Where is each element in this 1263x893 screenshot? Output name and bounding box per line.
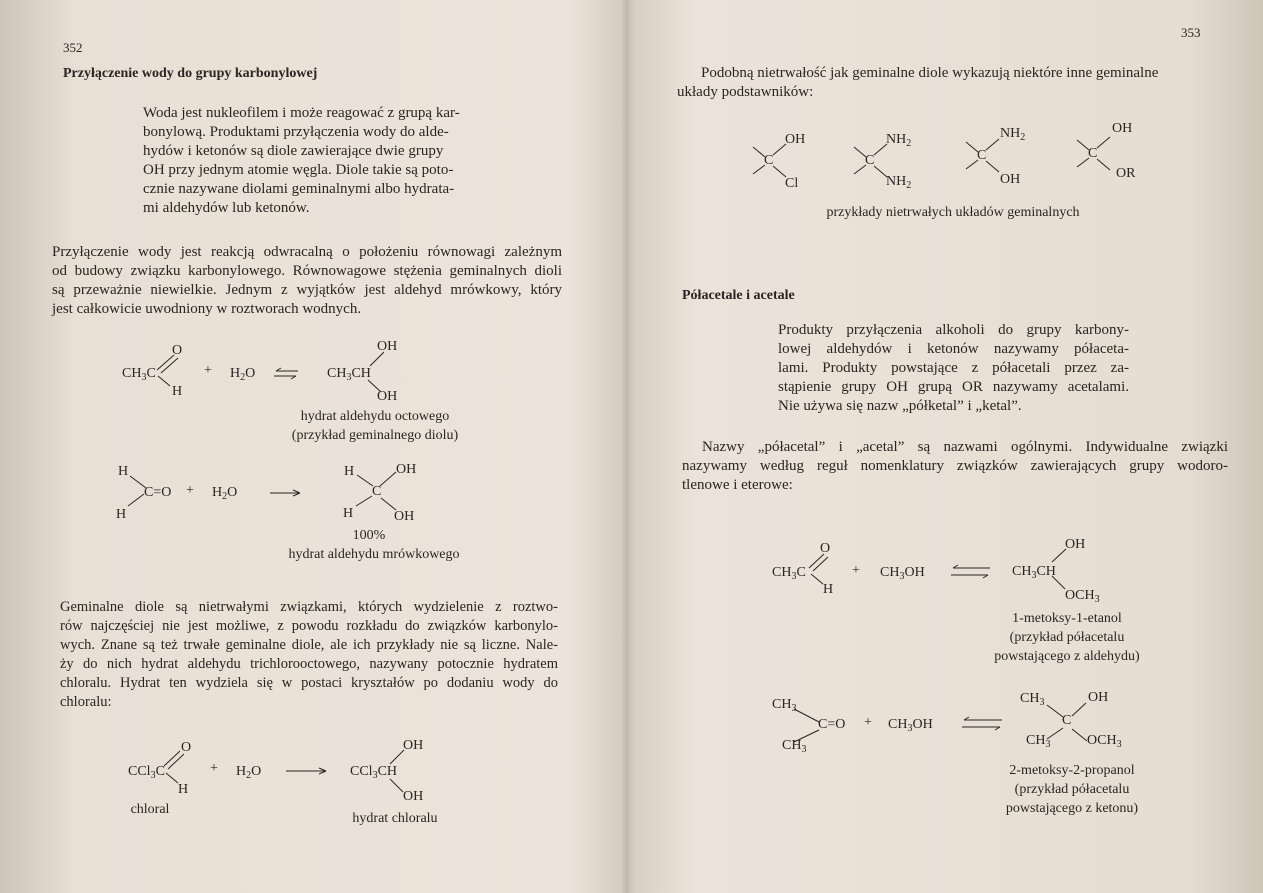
group-OH: OH — [377, 389, 398, 404]
group-OH: OH — [1065, 537, 1086, 552]
text-line: nazywamy według reguł nomenklatury związków zawierających grupy wodoro- — [682, 458, 1228, 474]
formula-CH3CH: $CH_3CH$ — [1012, 564, 1056, 581]
formula-CH3C: $CH_3C$ — [772, 565, 806, 582]
formula-CH3CH: $CH_3CH$ — [327, 366, 371, 383]
group-CH3: $CH_3$ — [1026, 733, 1051, 750]
formula-H2O: $H_2O$ — [230, 366, 256, 383]
atom-C: C — [1062, 713, 1072, 728]
atom-O: O — [172, 343, 183, 358]
text-line: układy podstawników: — [677, 84, 814, 100]
group-NH2: $NH_2$ — [886, 174, 912, 191]
text-line: Produkty przyłączenia alkoholi do grupy karbony- — [778, 322, 1129, 338]
atom-Cl: Cl — [785, 176, 799, 191]
formula-C=O: C=O — [144, 485, 172, 500]
caption-line: powstającego z aldehydu) — [994, 649, 1140, 664]
atom-H: H — [116, 507, 127, 522]
group-OH: OH — [403, 789, 424, 804]
atom-C: C — [1088, 146, 1098, 161]
group-NH2: $NH_2$ — [886, 132, 912, 149]
group-OH: OH — [1000, 172, 1021, 187]
plus-sign: + — [864, 715, 872, 730]
text-line: lowej aldehydów i ketonów nazywamy półaceta- — [778, 341, 1129, 357]
body-paragraph-2 — [60, 598, 558, 712]
plus-sign: + — [186, 483, 194, 498]
formula-CH3OH: $CH_3OH$ — [880, 565, 925, 582]
body-paragraph-2 — [682, 438, 1228, 495]
caption-line: powstającego z ketonu) — [1005, 801, 1139, 816]
text-line: od budowy związku karbonylowego. Równowagowe stężenia geminalnych dioli — [52, 263, 562, 279]
formula-CCl3C: CCl$_3$C — [128, 764, 165, 781]
group-CH3: $CH_3$ — [1020, 691, 1045, 708]
group-CH3: $CH_3$ — [782, 738, 807, 755]
caption-acetaldehyde-hydrate — [285, 407, 465, 445]
atom-H: H — [172, 384, 183, 399]
atom-C: C — [764, 153, 774, 168]
text-line: jest całkowicie uwodniony w roztworach wodnych. — [52, 301, 362, 317]
caption-hemiacetal-ketone — [987, 761, 1157, 818]
caption-hemiacetal-aldehyde — [957, 609, 1177, 666]
text-line: Przyłączenie wody jest reakcją odwracalną o położeniu równowagi zależnym — [52, 244, 562, 260]
text-line: bonylową. Produktami przyłączenia wody do alde- — [143, 124, 449, 140]
atom-C: C — [372, 484, 382, 499]
text-line: mi aldehydów lub ketonów. — [143, 200, 310, 216]
group-NH2: $NH_2$ — [1000, 126, 1026, 143]
plus-sign: + — [210, 761, 218, 776]
group-OH: OH — [785, 132, 806, 147]
group-OH: OH — [396, 462, 417, 477]
formula-CH3OH: $CH_3OH$ — [888, 717, 933, 734]
caption-formaldehyde-hydrate: hydrat aldehydu mrówkowego — [288, 547, 460, 562]
plus-sign: + — [852, 563, 860, 578]
caption-geminal-systems: przykłady nietrwałych układów geminalnych — [826, 205, 1080, 220]
text-line: hydów i ketonów są diole zawierające dwie grupy — [143, 143, 444, 159]
caption-line: hydrat aldehydu octowego — [300, 409, 450, 424]
page-number: 352 — [63, 40, 83, 55]
label-chloral: chloral — [130, 802, 170, 817]
formula-H2O: $H_2O$ — [236, 764, 262, 781]
text-line: Nazwy „półacetal” i „acetal” są nazwami ogólnymi. Indywidualne związki — [702, 439, 1228, 455]
right-page — [622, 0, 1263, 893]
text-line: OH przy jednym atomie węgla. Diole takie są poto- — [143, 162, 454, 178]
section-heading: Półacetale i acetale — [682, 288, 795, 303]
text-line: wych. Znane są też trwałe geminalne diole, ale ich przykłady nie są liczne. Nale- — [60, 637, 558, 653]
atom-H: H — [178, 782, 189, 797]
text-line: stąpienie grupy OH grupą OR nazywamy acetalami. — [778, 379, 1129, 395]
formula-CH3C: $CH_3C$ — [122, 366, 156, 383]
body-paragraph-1 — [52, 243, 562, 319]
atom-O: O — [820, 541, 831, 556]
atom-O: O — [181, 740, 192, 755]
formula-H2O: $H_2O$ — [212, 485, 238, 502]
text-line: chloralu. Hydrat ten wydziela się w postaci kryształów po dodaniu wody do — [60, 675, 558, 691]
group-OH: OH — [403, 738, 424, 753]
caption-line: 1-metoksy-1-etanol — [1012, 611, 1122, 626]
atom-C: C — [977, 148, 987, 163]
atom-H: H — [344, 464, 355, 479]
text-line: rów najczęściej nie jest możliwe, z powodu rozkładu do związków karbonylo- — [60, 618, 558, 634]
caption-line: (przykład półacetalu — [1014, 782, 1130, 797]
group-OCH3: $OCH_3$ — [1087, 733, 1122, 750]
page-number: 353 — [1181, 25, 1201, 40]
atom-H: H — [343, 506, 354, 521]
group-OH: OH — [1112, 121, 1133, 136]
intro-paragraph — [143, 104, 478, 218]
atom-C: C — [865, 153, 875, 168]
section-heading: Przyłączenie wody do grupy karbonylowej — [63, 66, 318, 81]
text-line: Podobną nietrwałość jak geminalne diole wykazują niektóre inne geminalne — [701, 65, 1159, 81]
text-line: Woda jest nukleofilem i może reagować z grupą kar- — [143, 105, 460, 121]
body-paragraph-1 — [677, 64, 1232, 102]
formula-CCl3CH: CCl$_3$CH — [350, 764, 398, 781]
plus-sign: + — [204, 363, 212, 378]
atom-H: H — [118, 464, 129, 479]
definition-box — [778, 321, 1129, 416]
text-line: ży do nich hydrat aldehydu trichlorooctowego, nazywany potocznie hydratem — [60, 656, 558, 672]
text-line: cznie nazywane diolami geminalnymi albo hydrata- — [143, 181, 455, 197]
text-line: chloralu: — [60, 694, 112, 710]
caption-line: (przykład półacetalu — [1009, 630, 1125, 645]
text-line: Nie używa się nazw „półketal” i „ketal”. — [778, 398, 1022, 414]
caption-line: 2-metoksy-2-propanol — [1009, 763, 1135, 778]
text-line: tlenowe i eterowe: — [682, 477, 793, 493]
text-line: lami. Produkty powstające z półacetali przez za- — [778, 360, 1129, 376]
yield-label: 100% — [352, 528, 386, 543]
label-chloral-hydrate: hydrat chloralu — [352, 811, 438, 826]
formula-C=O: C=O — [818, 717, 846, 732]
group-CH3: $CH_3$ — [772, 697, 797, 714]
text-line: są przeważnie niewielkie. Jednym z wyjątków jest aldehyd mrówkowy, który — [52, 282, 562, 298]
left-page — [0, 0, 620, 893]
text-line: Geminalne diole są nietrwałymi związkami, których wydzielenie z roztwo- — [60, 599, 558, 615]
group-OH: OH — [394, 509, 415, 524]
group-OH: OH — [1088, 690, 1109, 705]
caption-line: (przykład geminalnego diolu) — [291, 428, 459, 443]
group-OCH3: $OCH_3$ — [1065, 588, 1100, 605]
group-OR: OR — [1116, 166, 1136, 181]
atom-H: H — [823, 582, 834, 597]
group-OH: OH — [377, 339, 398, 354]
